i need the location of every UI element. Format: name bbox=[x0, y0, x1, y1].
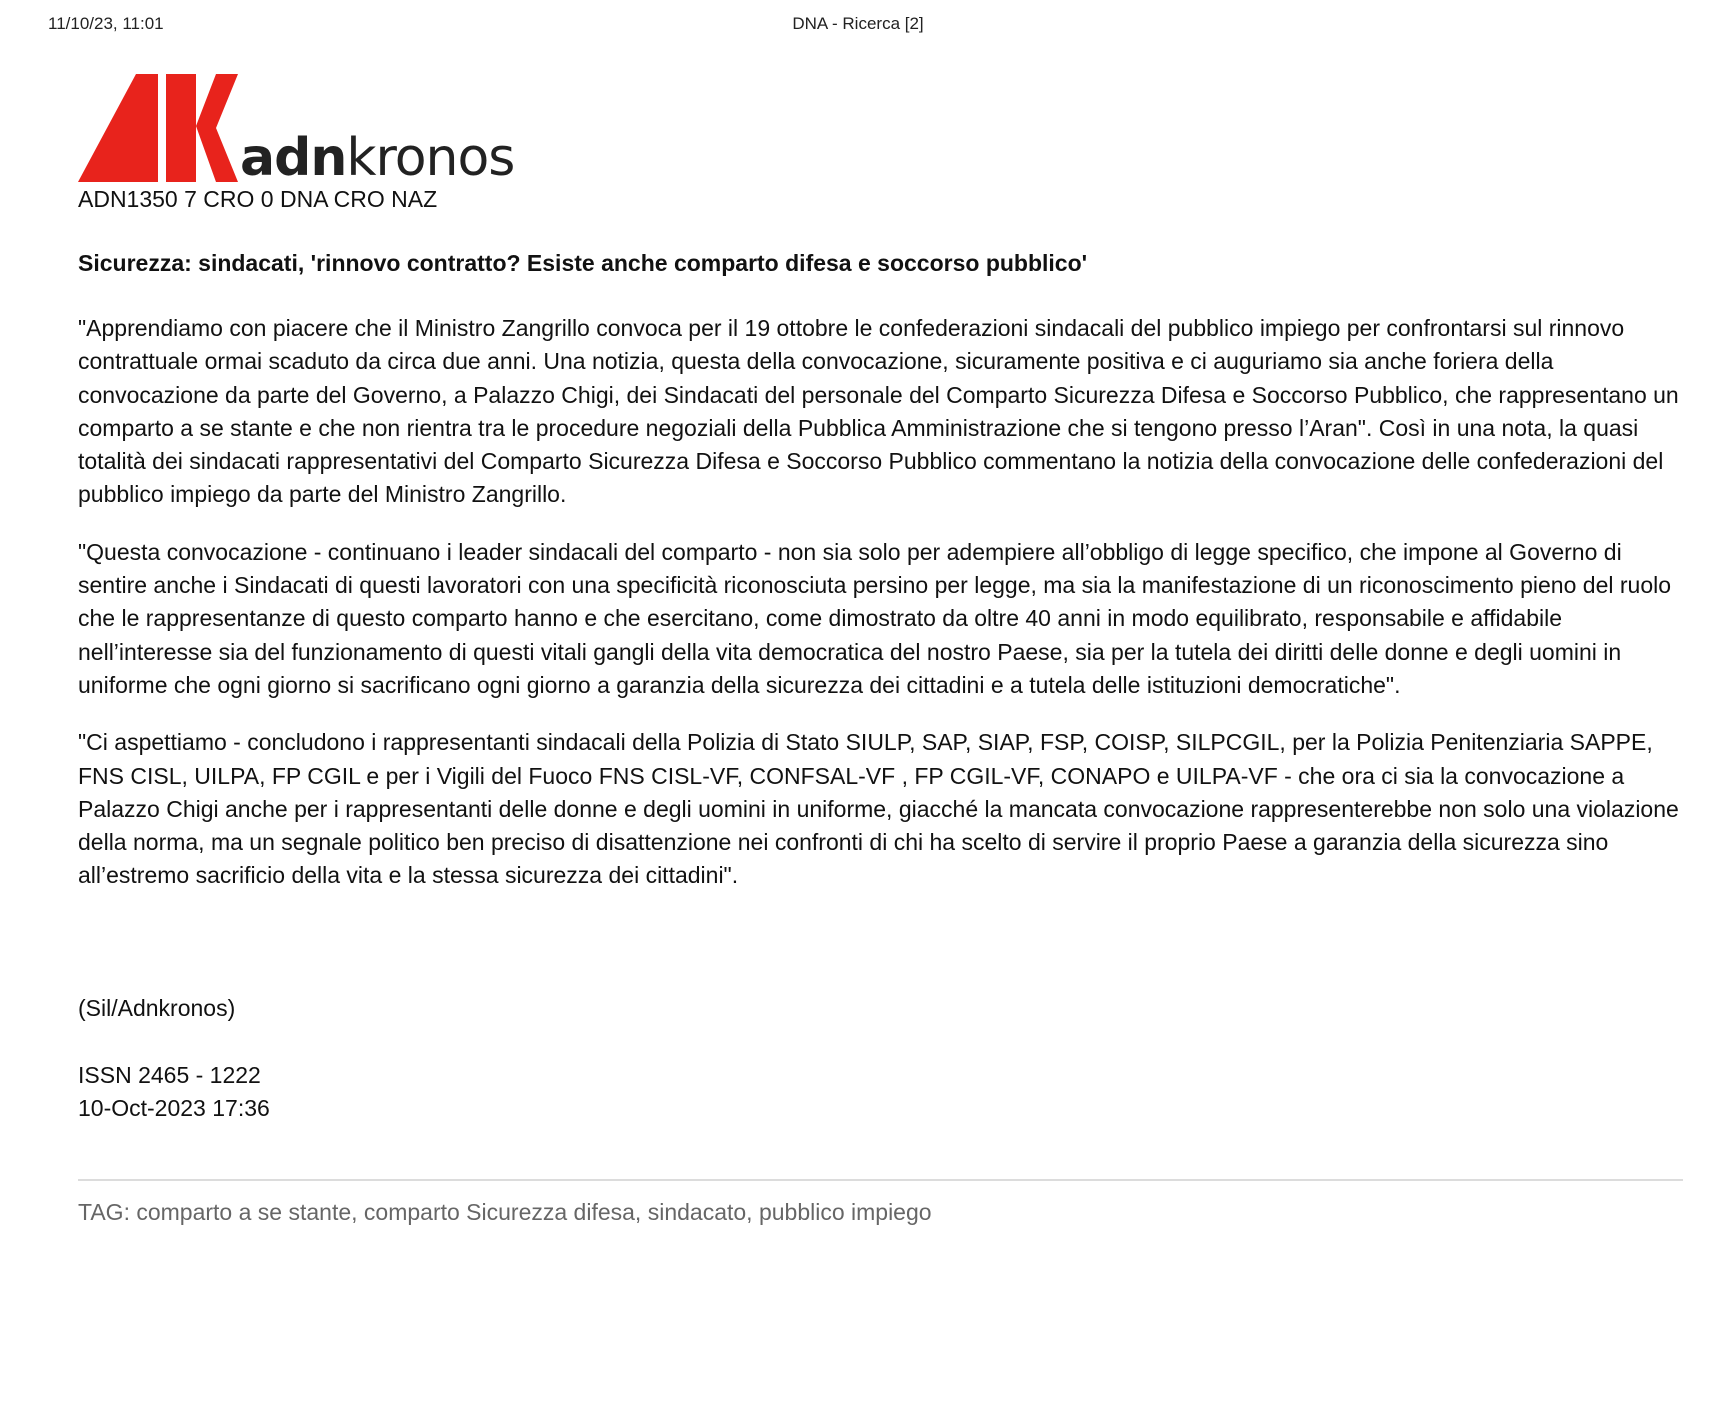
article-content bbox=[78, 70, 1683, 1227]
article-paragraph-2: "Questa convocazione - continuano i leader sindacali del comparto - non sia solo per adempiere all’obbligo di legge specifico, che impone al Governo di sentire anche i Sindacati di questi lavoratori con una specificità riconosciuta persino per legge, ma sia la manifestazione di un riconoscimento pieno del ruolo che le rappresentanze di questo comparto hanno e che esercitano, come dimostrato da oltre 40 anni in modo equilibrato, responsabile e affidabile nell’interesse sia del funzionamento di questi vitali gangli della vita democratica del nostro Paese, sia per la tutela dei diritti delle donne e degli uomini in uniforme che ogni giorno si sacrificano ogni giorno a garanzia della sicurezza dei cittadini e a tutela delle istituzioni democratiche". bbox=[78, 538, 1672, 698]
print-date: 11/10/23, 11:01 bbox=[48, 14, 164, 33]
ak-logo-icon bbox=[78, 74, 238, 182]
article-paragraph-1: "Apprendiamo con piacere che il Ministro Zangrillo convoca per il 19 ottobre le confederazioni sindacali del pubblico impiego per confrontarsi sul rinnovo contrattuale ormai scaduto da circa due anni. Una notizia, questa della convocazione, sicuramente positiva e ci auguriamo sia anche foriera della convocazione da parte del Governo, a Palazzo Chigi, dei Sindacati del personale del Comparto Sicurezza Difesa e Soccorso Pubblico, che rappresentano un comparto a se stante e che non rientra tra le procedure negoziali della Pubblica Amministrazione che si tengono presso l’Aran". Così in una nota, la quasi totalità dei sindacati rappresentativi del Comparto Sicurezza Difesa e Soccorso Pubblico commentano la notizia della convocazione delle confederazioni del pubblico impiego da parte del Ministro Zangrillo. bbox=[78, 315, 1679, 508]
logo-wordmark-regular: kronos bbox=[346, 128, 515, 188]
document-code: ADN1350 7 CRO 0 DNA CRO NAZ bbox=[78, 186, 438, 212]
print-header bbox=[48, 14, 1668, 36]
article-signature: (Sil/Adnkronos) bbox=[78, 994, 236, 1021]
logo-wordmark bbox=[240, 128, 515, 188]
issn-number: ISSN 2465 - 1222 bbox=[78, 1061, 261, 1088]
adnkronos-logo bbox=[78, 70, 1683, 188]
article-tags: TAG: comparto a se stante, comparto Sicurezza difesa, sindacato, pubblico impiego bbox=[78, 1198, 932, 1225]
article-paragraph-3: "Ci aspettiamo - concludono i rappresentanti sindacali della Polizia di Stato SIULP, SAP, SIAP, FSP, COISP, SILPCGIL, per la Polizia Penitenziaria SAPPE, FNS CISL, UILPA, FP CGIL e per i Vigili del Fuoco FNS CISL-VF, CONFSAL-VF , FP CGIL-VF, CONAPO e UILPA-VF - che ora ci sia la convocazione a Palazzo Chigi anche per i rappresentanti delle donne e degli uomini in uniforme, giacché la mancata convocazione rappresenterebbe non solo una violazione della norma, ma un segnale politico ben preciso di disattenzione nei confronti di chi ha scelto di servire il proprio Paese a garanzia della sicurezza sino all’estremo sacrificio della vita e la stessa sicurezza dei cittadini". bbox=[78, 729, 1679, 889]
article-headline: Sicurezza: sindacati, 'rinnovo contratto? Esiste anche comparto difesa e soccorso pubblico' bbox=[78, 250, 1088, 276]
print-title: DNA - Ricerca [2] bbox=[792, 14, 924, 33]
logo-wordmark-bold: adn bbox=[240, 128, 347, 188]
article-datetime: 10-Oct-2023 17:36 bbox=[78, 1094, 270, 1121]
tags-separator bbox=[78, 1179, 1683, 1181]
